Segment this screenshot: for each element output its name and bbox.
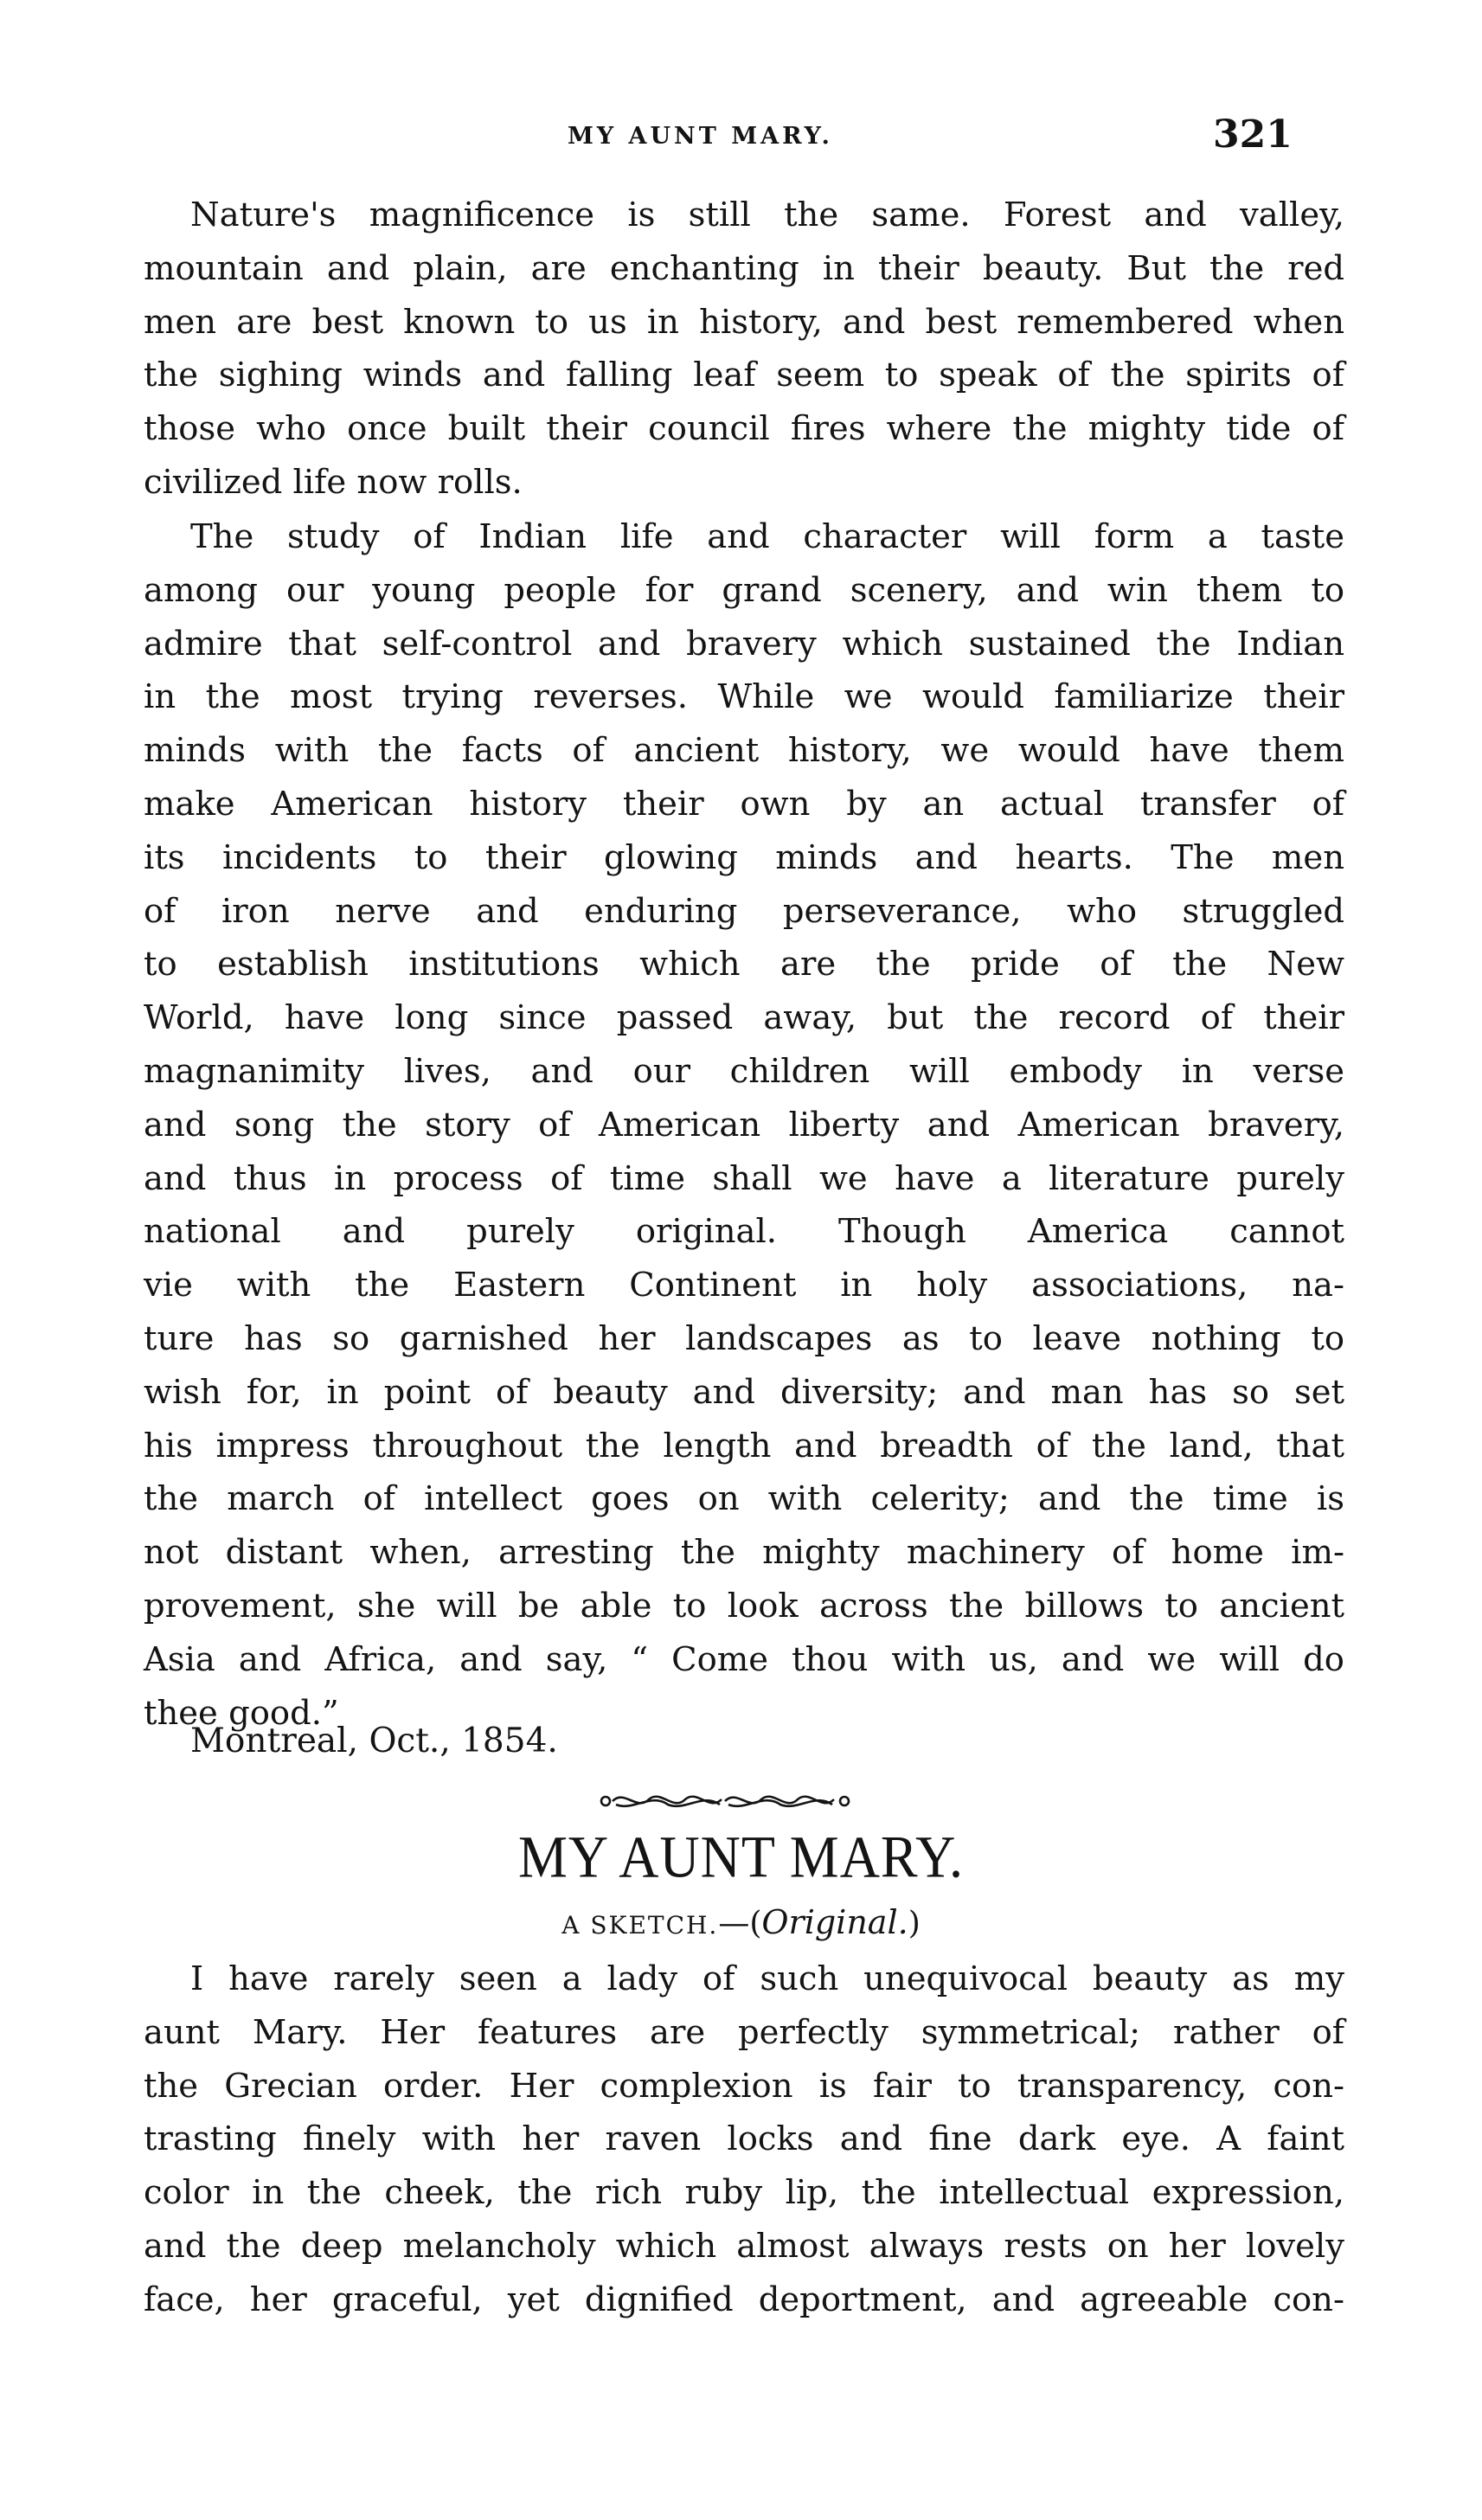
text-line: to establish institutions which are the pride of the New [144,945,1344,984]
ornament-divider [599,1786,851,1815]
text-line: among our young people for grand scenery, and win them to [144,570,1344,610]
dateline: Montreal, Oct., 1854. [190,1722,558,1760]
text-line: color in the cheek, the rich ruby lip, the intellectual expression, [144,2173,1344,2213]
text-line: Nature's magnificence is still the same. Forest and valley, [190,196,1344,234]
text-line: vie with the Eastern Continent in holy associations, na- [144,1266,1344,1305]
text-line: trasting finely with her raven locks and fine dark eye. A faint [144,2119,1344,2159]
text-line: face, her graceful, yet dignified deportment, and agreeable con- [144,2280,1344,2319]
text-line: those who once built their council fires where the mighty tide of [144,409,1344,449]
text-line: wish for, in point of beauty and diversity; and man has so set [144,1372,1344,1412]
text-line: the Grecian order. Her complexion is fair to transparency, con- [144,2066,1344,2106]
text-line: I have rarely seen a lady of such unequivocal beauty as my [190,1959,1344,1998]
text-line: The study of Indian life and character will form a taste [190,517,1344,556]
subtitle-label: A SKETCH. [561,1911,719,1940]
text-line: civilized life now rolls. [144,462,523,502]
text-line: the march of intellect goes on with celerity; and the time is [144,1479,1344,1519]
text-line: provement, she will be able to look across the billows to ancient [144,1586,1344,1625]
subtitle-dash: —( [718,1906,762,1941]
section-subtitle [0,1903,1482,1941]
text-line: aunt Mary. Her features are perfectly symmetrical; rather of [144,2012,1344,2052]
paragraph-indian-life [144,510,1344,1740]
running-title: MY AUNT MARY. [568,123,833,150]
paragraph-nature [144,189,1344,510]
text-line: the sighing winds and falling leaf seem to speak of the spirits of [144,356,1344,395]
page-number: 321 [1213,112,1293,157]
text-line: minds with the facts of ancient history, we would have them [144,731,1344,771]
section-title: MY AUNT MARY. [517,1824,965,1890]
text-line: and the deep melancholy which almost always rests on her lovely [144,2226,1344,2266]
text-line: thee good.” [144,1693,339,1733]
text-line: ture has so garnished her landscapes as to leave nothing to [144,1318,1344,1358]
text-line: not distant when, arresting the mighty machinery of home im- [144,1533,1344,1573]
text-line: admire that self-control and bravery which sustained the Indian [144,624,1344,664]
text-line: its incidents to their glowing minds and hearts. The men [144,837,1344,877]
text-line: of iron nerve and enduring perseverance, who struggled [144,891,1344,931]
text-line: men are best known to us in history, and best remembered when [144,302,1344,342]
text-line: Asia and Africa, and say, “ Come thou with us, and we will do [144,1639,1344,1679]
subtitle-close: ) [908,1906,921,1941]
running-head [0,112,1482,175]
text-line: make American history their own by an actual transfer of [144,784,1344,824]
text-line: his impress throughout the length and breadth of the land, that [144,1426,1344,1465]
text-line: magnanimity lives, and our children will embody in verse [144,1051,1344,1091]
text-line: and thus in process of time shall we have a literature purely [144,1158,1344,1198]
text-line: and song the story of American liberty and American bravery, [144,1105,1344,1145]
paragraph-aunt-mary [144,1953,1344,2327]
text-line: mountain and plain, are enchanting in their beauty. But the red [144,248,1344,288]
text-line: national and purely original. Though America cannot [144,1212,1344,1252]
text-line: World, have long since passed away, but the record of their [144,998,1344,1038]
subtitle-original: Original. [761,1903,908,1941]
text-line: in the most trying reverses. While we would familiarize their [144,677,1344,717]
